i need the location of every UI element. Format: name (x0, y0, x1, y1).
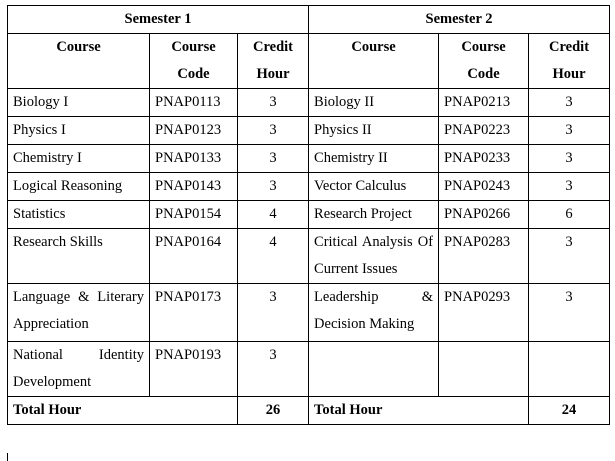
semester-1-title: Semester 1 (8, 6, 309, 34)
total-value: 24 (529, 397, 610, 425)
credit-hour: 3 (529, 284, 610, 342)
col-code-header: Course Code (439, 34, 529, 89)
table-row (8, 145, 610, 173)
course-code: PNAP0293 (439, 284, 529, 342)
empty-cell (529, 342, 610, 397)
course-name: Leadership & Decision Making (309, 284, 439, 342)
semester-2-title: Semester 2 (309, 6, 610, 34)
credit-hour: 6 (529, 201, 610, 229)
course-name: Physics I (8, 117, 150, 145)
empty-cell (309, 342, 439, 397)
table-row (8, 173, 610, 201)
credit-hour: 3 (529, 229, 610, 284)
total-label: Total Hour (309, 397, 529, 425)
total-value: 26 (238, 397, 309, 425)
credit-hour: 3 (238, 342, 309, 397)
course-code: PNAP0164 (150, 229, 238, 284)
credit-hour: 4 (238, 229, 309, 284)
course-code: PNAP0223 (439, 117, 529, 145)
course-name: Biology I (8, 89, 150, 117)
table-row (8, 229, 610, 284)
credit-hour: 3 (238, 89, 309, 117)
table-row (8, 89, 610, 117)
credit-hour: 3 (529, 117, 610, 145)
course-name: Biology II (309, 89, 439, 117)
course-code: PNAP0143 (150, 173, 238, 201)
semester-header-row (8, 6, 610, 34)
course-code: PNAP0133 (150, 145, 238, 173)
course-code: PNAP0193 (150, 342, 238, 397)
course-name: Chemistry I (8, 145, 150, 173)
credit-hour: 3 (529, 173, 610, 201)
course-code: PNAP0283 (439, 229, 529, 284)
course-name: Research Project (309, 201, 439, 229)
course-code: PNAP0173 (150, 284, 238, 342)
course-name: Physics II (309, 117, 439, 145)
col-code-header: Course Code (150, 34, 238, 89)
table-row (8, 284, 610, 342)
credit-hour: 3 (529, 89, 610, 117)
credit-hour: 3 (238, 173, 309, 201)
table-row (8, 201, 610, 229)
column-header-row (8, 34, 610, 89)
course-name: Research Skills (8, 229, 150, 284)
course-plan-table (7, 5, 610, 425)
course-code: PNAP0266 (439, 201, 529, 229)
col-course-header: Course (309, 34, 439, 89)
col-credit-header: Credit Hour (529, 34, 610, 89)
credit-hour: 3 (238, 284, 309, 342)
total-row (8, 397, 610, 425)
course-name: National Identity Development (8, 342, 150, 397)
course-code: PNAP0233 (439, 145, 529, 173)
course-name: Language & Literary Appreciation (8, 284, 150, 342)
course-code: PNAP0243 (439, 173, 529, 201)
course-name: Statistics (8, 201, 150, 229)
col-course-header: Course (8, 34, 150, 89)
col-credit-header: Credit Hour (238, 34, 309, 89)
table-row (8, 342, 610, 397)
table-row (8, 117, 610, 145)
course-code: PNAP0123 (150, 117, 238, 145)
total-label: Total Hour (8, 397, 238, 425)
credit-hour: 3 (238, 117, 309, 145)
course-code: PNAP0213 (439, 89, 529, 117)
course-name: Logical Reasoning (8, 173, 150, 201)
credit-hour: 4 (238, 201, 309, 229)
empty-cell (439, 342, 529, 397)
course-code: PNAP0113 (150, 89, 238, 117)
course-name: Vector Calculus (309, 173, 439, 201)
course-code: PNAP0154 (150, 201, 238, 229)
credit-hour: 3 (529, 145, 610, 173)
course-name: Critical Analysis Of Current Issues (309, 229, 439, 284)
course-name: Chemistry II (309, 145, 439, 173)
page-edge-line (7, 453, 8, 461)
credit-hour: 3 (238, 145, 309, 173)
